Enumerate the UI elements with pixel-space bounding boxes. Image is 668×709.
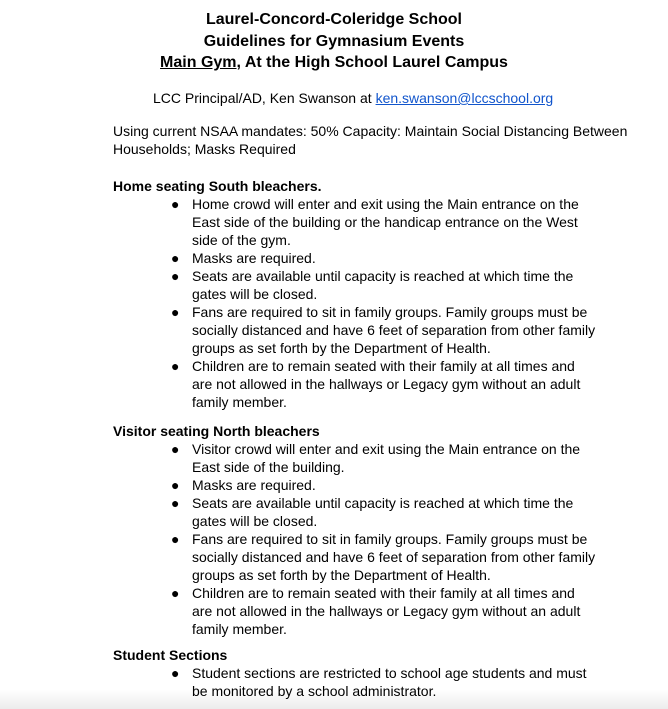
bullet-icon: ● bbox=[171, 441, 180, 457]
list-item bbox=[113, 249, 597, 267]
list-item-text: Seats are available until capacity is reached at which time the gates will be closed. bbox=[192, 268, 574, 302]
list-item-text: Home crowd will enter and exit using the Main entrance on the East side of the building or the handicap entrance on the West side of the gym. bbox=[192, 196, 579, 248]
bullet-icon: ● bbox=[171, 250, 180, 266]
section-heading: Home seating South bleachers. bbox=[113, 178, 322, 194]
list-item bbox=[113, 494, 597, 530]
title-campus: , At the High School Laurel Campus bbox=[236, 54, 508, 71]
bullet-list bbox=[113, 664, 633, 700]
list-item bbox=[113, 195, 597, 249]
list-item-text: Visitor crowd will enter and exit using the Main entrance on the East side of the building. bbox=[192, 441, 581, 475]
bullet-icon: ● bbox=[171, 304, 180, 320]
bullet-icon: ● bbox=[171, 268, 180, 284]
section-heading: Visitor seating North bleachers bbox=[113, 423, 320, 439]
list-item-text: Masks are required. bbox=[192, 477, 316, 493]
bullet-icon: ● bbox=[171, 477, 180, 493]
list-item bbox=[113, 357, 597, 411]
mandates-paragraph: Using current NSAA mandates: 50% Capacity: Maintain Social Distancing Between Households; Masks Required bbox=[113, 123, 628, 157]
list-item bbox=[113, 303, 597, 357]
bullet-list bbox=[113, 440, 633, 638]
bullet-icon: ● bbox=[171, 665, 180, 681]
list-item-text: Seats are available until capacity is reached at which time the gates will be closed. bbox=[192, 495, 574, 529]
title-school: Laurel-Concord-Coleridge School bbox=[205, 11, 462, 28]
list-item bbox=[113, 664, 597, 700]
list-item-text: Children are to remain seated with their family at all times and are not allowed in the hallways or Legacy gym without an adult family member. bbox=[192, 585, 581, 637]
list-item bbox=[113, 267, 597, 303]
bullet-list bbox=[113, 195, 633, 411]
document-title bbox=[0, 9, 668, 74]
section-heading: Student Sections bbox=[113, 647, 228, 663]
list-item-text: Fans are required to sit in family groups. Family groups must be socially distanced and have 6 feet of separation from other family groups as set forth by the Department of Health. bbox=[192, 531, 596, 583]
list-item bbox=[113, 584, 597, 638]
list-item bbox=[113, 440, 597, 476]
section-student-sections bbox=[113, 646, 633, 700]
bullet-icon: ● bbox=[171, 531, 180, 547]
list-item-text: Student sections are restricted to school age students and must be monitored by a school administrator. bbox=[192, 665, 587, 699]
list-item-text: Masks are required. bbox=[192, 250, 316, 266]
list-item-text: Children are to remain seated with their family at all times and are not allowed in the hallways or Legacy gym without an adult family member. bbox=[192, 358, 581, 410]
contact-text: LCC Principal/AD, Ken Swanson at bbox=[153, 90, 376, 106]
title-guidelines: Guidelines for Gymnasium Events bbox=[203, 32, 465, 50]
bullet-icon: ● bbox=[171, 585, 180, 601]
section-home-seating bbox=[113, 177, 633, 411]
title-main-gym: Main Gym bbox=[160, 54, 237, 71]
title-location bbox=[0, 52, 668, 74]
bullet-icon: ● bbox=[171, 358, 180, 374]
bullet-icon: ● bbox=[171, 196, 180, 212]
list-item bbox=[113, 476, 597, 494]
email-link[interactable]: ken.swanson@lccschool.org bbox=[375, 90, 554, 106]
list-item bbox=[113, 530, 597, 584]
bullet-icon: ● bbox=[171, 495, 180, 511]
section-visitor-seating bbox=[113, 422, 633, 638]
list-item-text: Fans are required to sit in family groups. Family groups must be socially distanced and have 6 feet of separation from other family groups as set forth by the Department of Health. bbox=[192, 304, 596, 356]
contact-line bbox=[153, 89, 553, 107]
